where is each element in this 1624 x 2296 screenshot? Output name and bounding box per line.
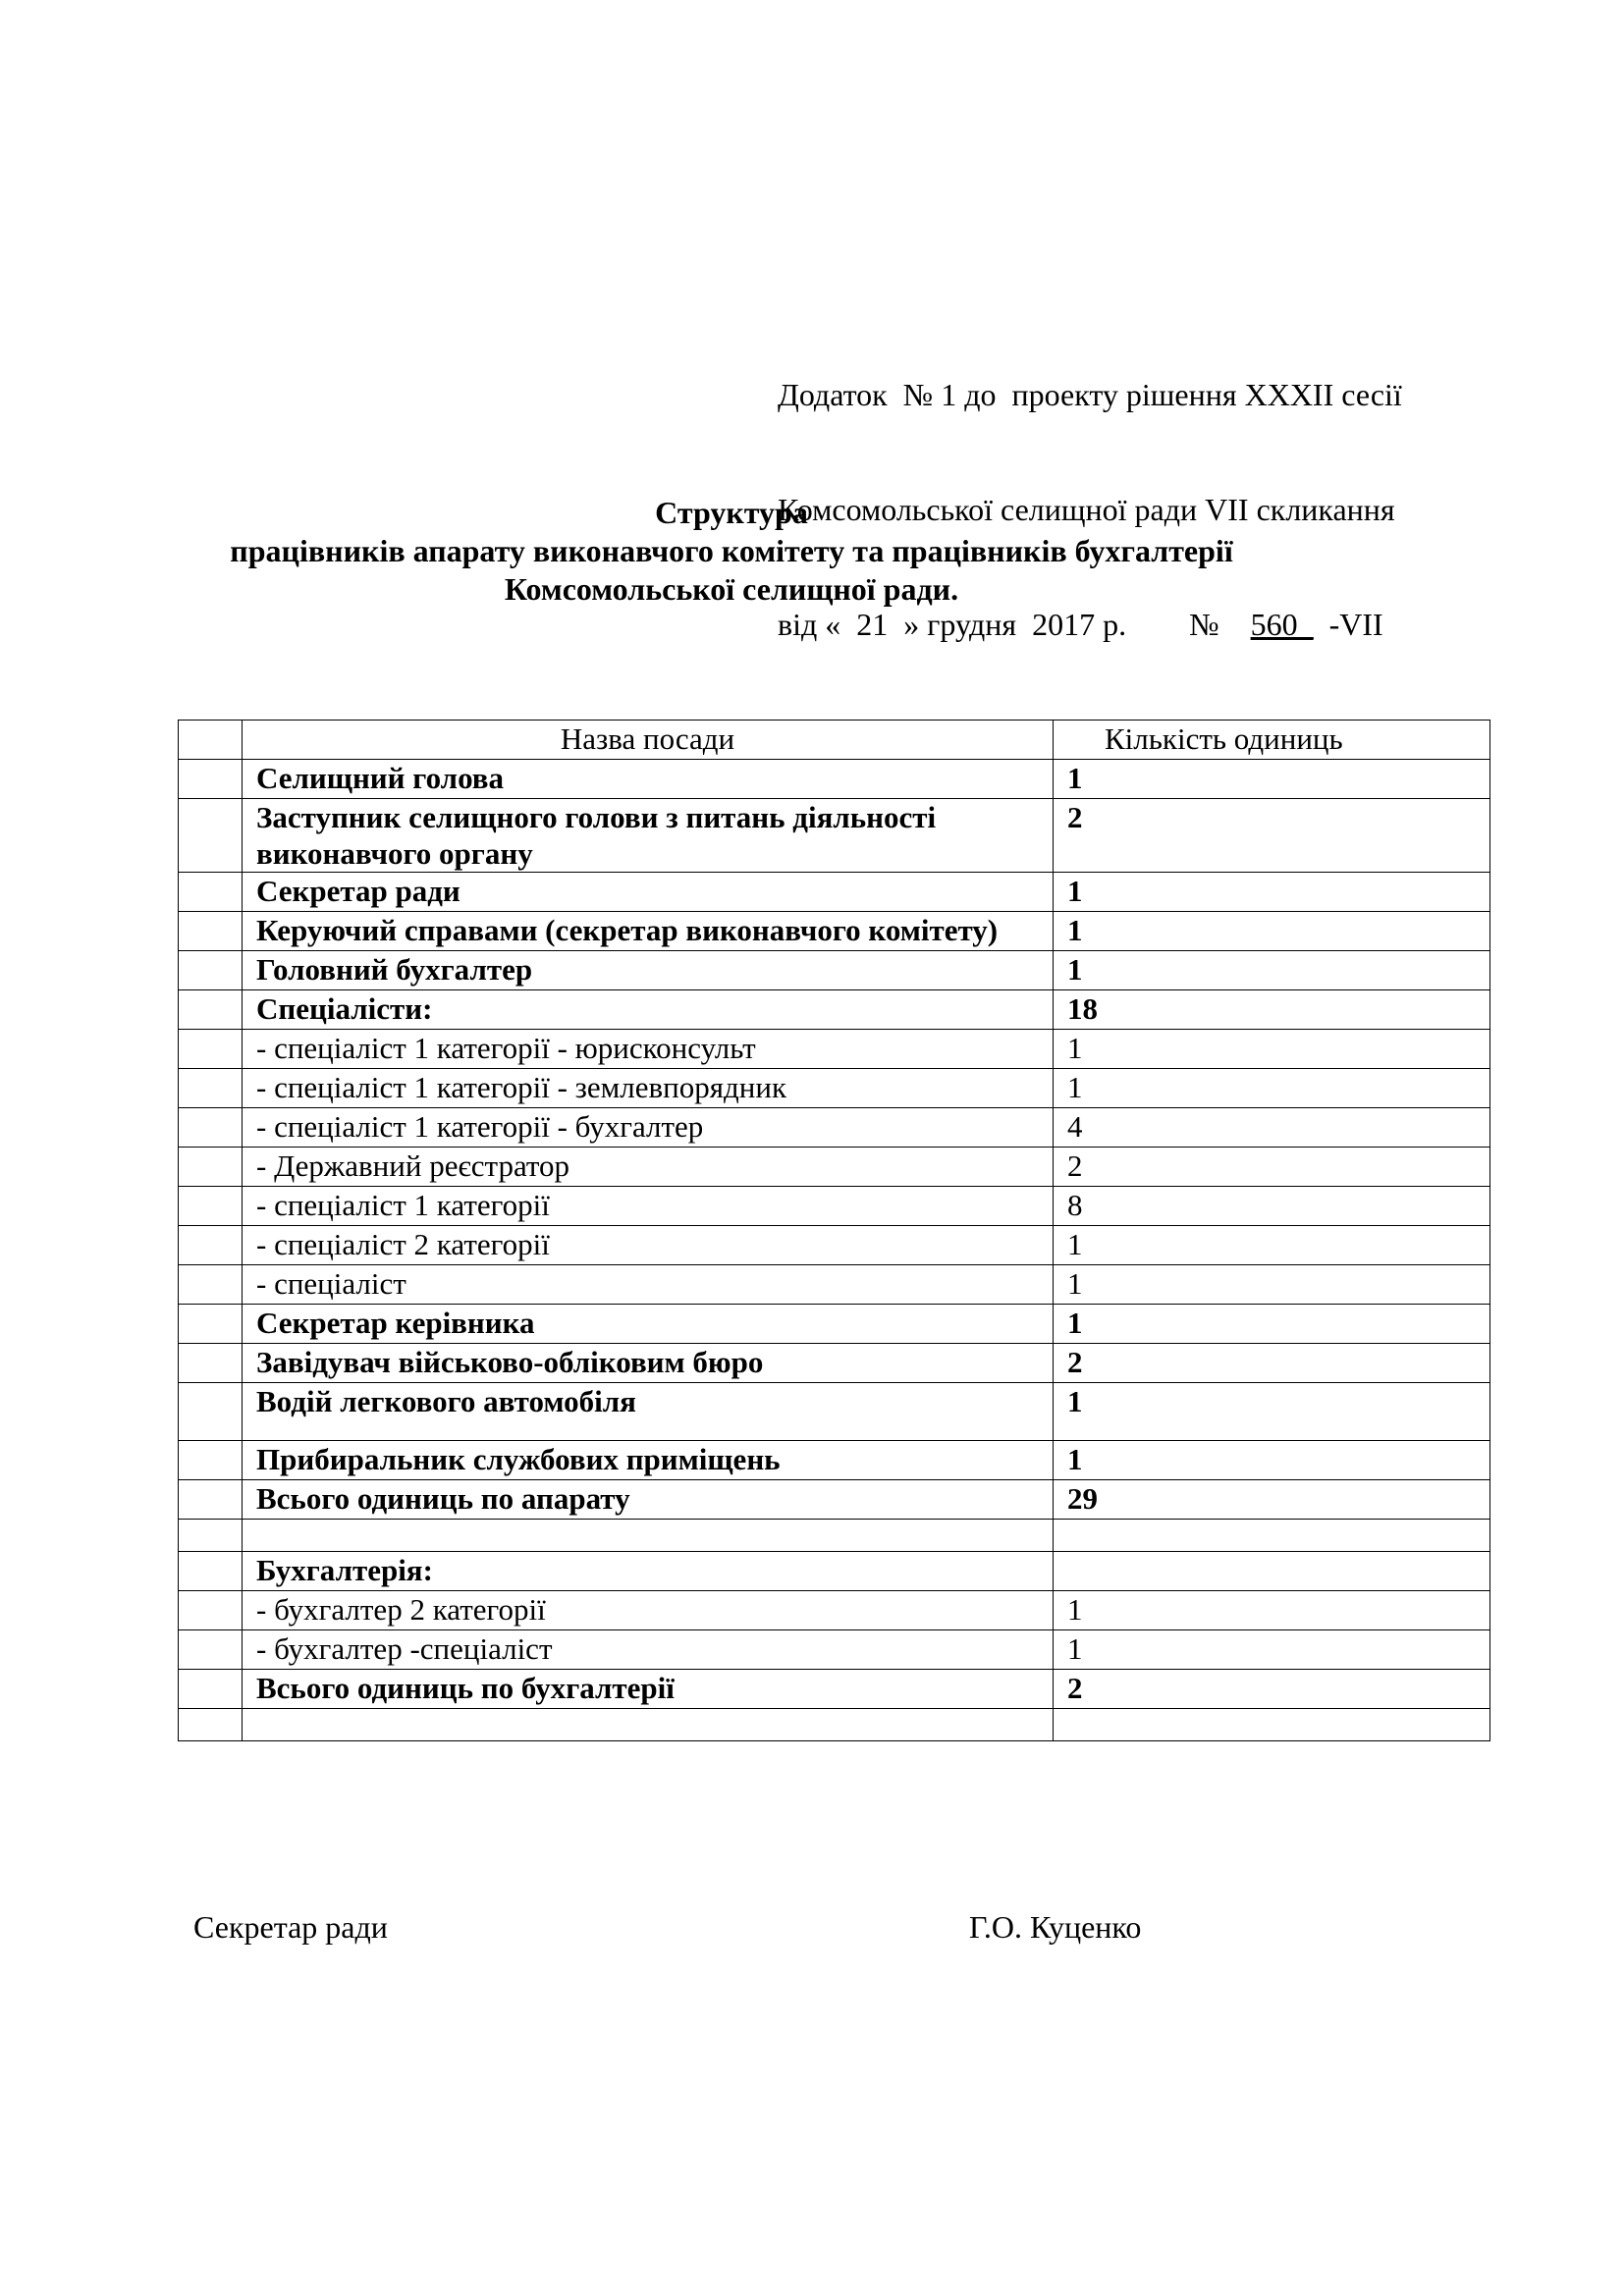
count-cell: 2 [1054, 1670, 1490, 1709]
row-number-cell [179, 1591, 243, 1630]
position-name-cell: - спеціаліст 2 категорії [243, 1226, 1054, 1265]
signature-name: Г.О. Куценко [969, 1909, 1142, 1945]
table-row [179, 873, 1490, 912]
row-number-cell [179, 1520, 243, 1552]
table-row [179, 1520, 1490, 1552]
row-number-cell [179, 760, 243, 799]
table-row [179, 912, 1490, 951]
row-number-cell [179, 1630, 243, 1670]
count-cell: 1 [1054, 1226, 1490, 1265]
row-number-cell [179, 1226, 243, 1265]
staff-table [178, 720, 1490, 1741]
row-number-cell [179, 1030, 243, 1069]
row-number-cell [179, 1670, 243, 1709]
row-number-cell [179, 1148, 243, 1187]
annex-line-3 [778, 606, 1402, 644]
position-name-cell: - спеціаліст [243, 1265, 1054, 1305]
row-number-cell [179, 990, 243, 1030]
table-row [179, 1108, 1490, 1148]
position-name-cell: Головний бухгалтер [243, 951, 1054, 990]
table-row [179, 1226, 1490, 1265]
count-cell: 1 [1054, 1630, 1490, 1670]
count-cell: 2 [1054, 1344, 1490, 1383]
position-name-cell: Секретар ради [243, 873, 1054, 912]
annex-date: від « 21 » грудня 2017 р. № [778, 607, 1251, 642]
count-cell: 8 [1054, 1187, 1490, 1226]
position-name-cell: Водій легкового автомобіля [243, 1383, 1054, 1441]
position-name-cell: - бухгалтер 2 категорії [243, 1591, 1054, 1630]
count-cell: 29 [1054, 1480, 1490, 1520]
position-name-cell: Завідувач військово-обліковим бюро [243, 1344, 1054, 1383]
table-row [179, 1709, 1490, 1741]
position-name-cell: - бухгалтер -спеціаліст [243, 1630, 1054, 1670]
table-row [179, 1670, 1490, 1709]
annex-block [778, 299, 1402, 682]
count-cell: 18 [1054, 990, 1490, 1030]
row-number-cell [179, 873, 243, 912]
table-row [179, 1630, 1490, 1670]
row-number-cell [179, 1305, 243, 1344]
count-cell [1054, 1709, 1490, 1741]
row-number-cell [179, 951, 243, 990]
header-count: Кількість одиниць [1054, 721, 1490, 760]
table-row [179, 760, 1490, 799]
decision-suffix: -VII [1313, 607, 1383, 642]
header-number [179, 721, 243, 760]
row-number-cell [179, 1187, 243, 1226]
count-cell: 1 [1054, 912, 1490, 951]
row-number-cell [179, 1108, 243, 1148]
row-number-cell [179, 1069, 243, 1108]
row-number-cell [179, 1383, 243, 1441]
row-number-cell [179, 1344, 243, 1383]
title-line-1: Структура [655, 495, 808, 530]
position-name-cell: - спеціаліст 1 категорії - бухгалтер [243, 1108, 1054, 1148]
row-number-cell [179, 1552, 243, 1591]
count-cell [1054, 1520, 1490, 1552]
table-row [179, 1480, 1490, 1520]
title-line-3: Комсомольської селищної ради. [504, 571, 959, 607]
position-name-cell: Спеціалісти: [243, 990, 1054, 1030]
position-name-cell: Бухгалтерія: [243, 1552, 1054, 1591]
table-header-row [179, 721, 1490, 760]
table-row [179, 1383, 1490, 1441]
count-cell: 1 [1054, 1069, 1490, 1108]
count-cell: 4 [1054, 1108, 1490, 1148]
table-row [179, 1187, 1490, 1226]
table-row [179, 990, 1490, 1030]
table-row [179, 1591, 1490, 1630]
header-position: Назва посади [243, 721, 1054, 760]
position-name-cell: Всього одиниць по бухгалтерії [243, 1670, 1054, 1709]
table-row [179, 799, 1490, 873]
annex-line-2: Комсомольської селищної ради VII скликання [778, 492, 1395, 527]
position-name-cell: - спеціаліст 1 категорії - юрисконсульт [243, 1030, 1054, 1069]
row-number-cell [179, 912, 243, 951]
table-row [179, 1441, 1490, 1480]
count-cell: 1 [1054, 1265, 1490, 1305]
decision-number: 560_ [1250, 607, 1314, 642]
table-row [179, 1344, 1490, 1383]
row-number-cell [179, 1480, 243, 1520]
count-cell: 1 [1054, 1383, 1490, 1441]
position-name-cell: Селищний голова [243, 760, 1054, 799]
count-cell: 1 [1054, 951, 1490, 990]
position-name-cell: - спеціаліст 1 категорії [243, 1187, 1054, 1226]
table-row [179, 1552, 1490, 1591]
title-line-2: працівників апарату виконавчого комітету та працівників бухгалтерії [230, 533, 1233, 568]
table-row [179, 1305, 1490, 1344]
count-cell: 2 [1054, 1148, 1490, 1187]
count-cell: 1 [1054, 760, 1490, 799]
count-cell: 1 [1054, 1441, 1490, 1480]
position-name-cell: - спеціаліст 1 категорії - землевпорядник [243, 1069, 1054, 1108]
count-cell: 2 [1054, 799, 1490, 873]
position-name-cell: Секретар керівника [243, 1305, 1054, 1344]
document-title [0, 494, 1463, 609]
count-cell: 1 [1054, 1305, 1490, 1344]
table-row [179, 951, 1490, 990]
position-name-cell [243, 1709, 1054, 1741]
signature-position: Секретар ради [193, 1909, 388, 1945]
count-cell [1054, 1552, 1490, 1591]
count-cell: 1 [1054, 1030, 1490, 1069]
row-number-cell [179, 1709, 243, 1741]
position-name-cell: Керуючий справами (секретар виконавчого комітету) [243, 912, 1054, 951]
table-row [179, 1148, 1490, 1187]
table-row [179, 1265, 1490, 1305]
position-name-cell [243, 1520, 1054, 1552]
row-number-cell [179, 1265, 243, 1305]
annex-line-1: Додаток № 1 до проекту рішення XXXII сесії [778, 377, 1402, 412]
count-cell: 1 [1054, 873, 1490, 912]
position-name-cell: - Державний реєстратор [243, 1148, 1054, 1187]
table-row [179, 1069, 1490, 1108]
position-name-cell: Прибиральник службових приміщень [243, 1441, 1054, 1480]
position-name-cell: Всього одиниць по апарату [243, 1480, 1054, 1520]
count-cell: 1 [1054, 1591, 1490, 1630]
row-number-cell [179, 799, 243, 873]
position-name-cell: Заступник селищного голови з питань діяльності виконавчого органу [243, 799, 1054, 873]
row-number-cell [179, 1441, 243, 1480]
table-row [179, 1030, 1490, 1069]
